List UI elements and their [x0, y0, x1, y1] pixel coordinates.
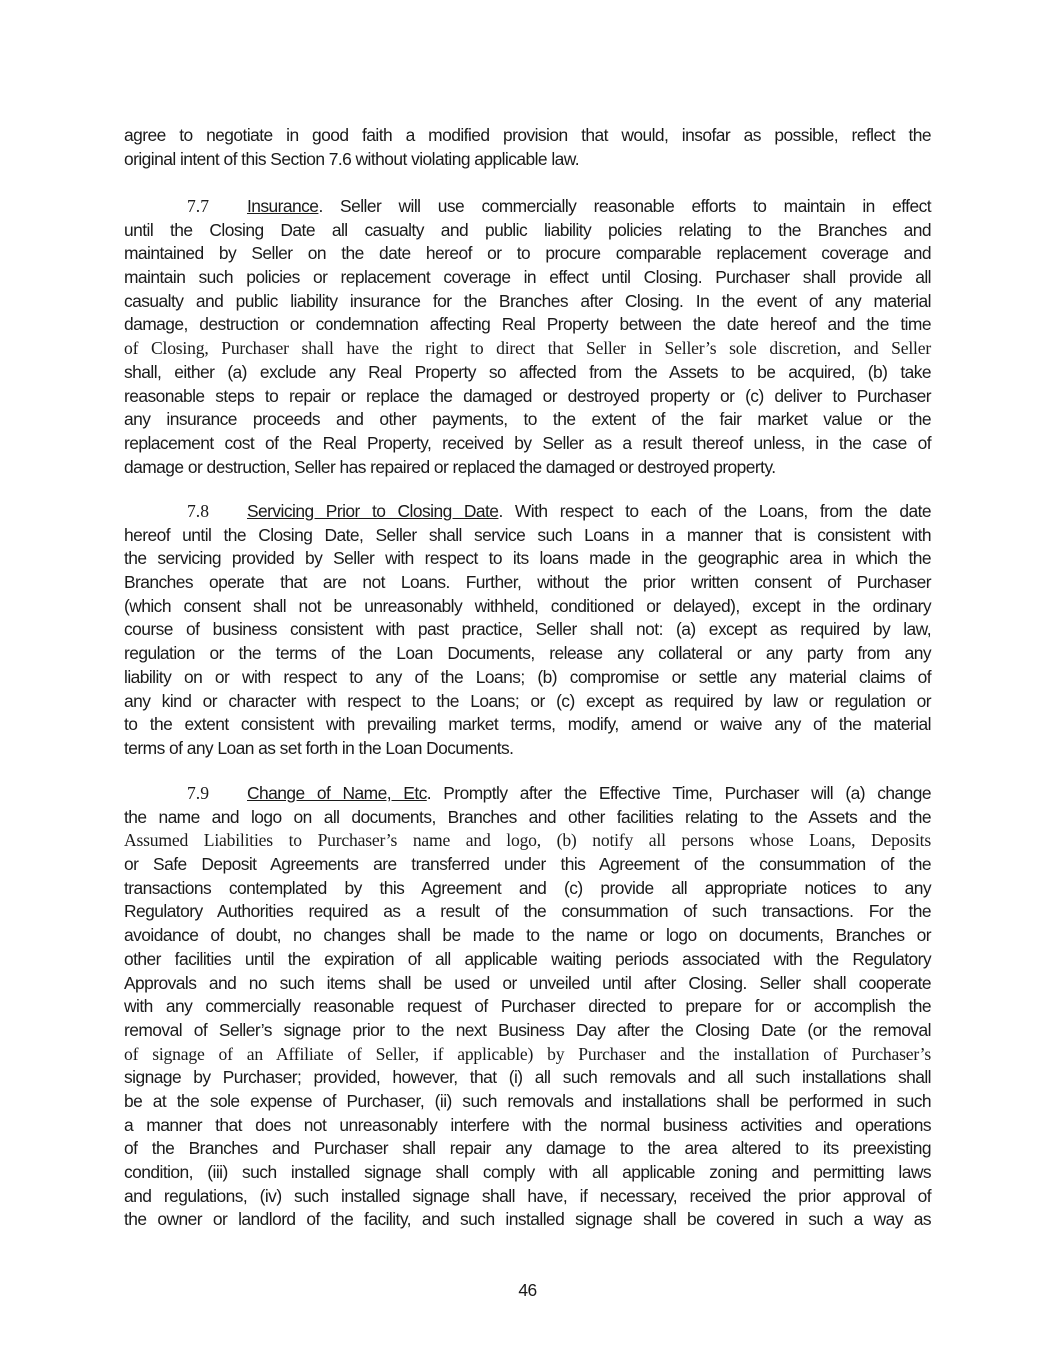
text-line: course of business consistent with past practice, Seller shall not: (a) except as required by law,: [124, 619, 931, 640]
text-line: removal of Seller’s signage prior to the next Business Day after the Closing Date (or the removal: [124, 1019, 931, 1040]
text-line: the name and logo on all documents, Branches and other facilities relating to the Assets and the: [124, 806, 931, 827]
text-line: with any commercially reasonable request of Purchaser directed to prepare for or accomplish the: [124, 996, 931, 1017]
section-number: 7.7: [187, 196, 209, 216]
text-line: (which consent shall not be unreasonably withheld, conditioned or delayed), except in the ordinary: [124, 595, 931, 616]
text-line: damage or destruction, Seller has repaired or replaced the damaged or destroyed property.: [124, 456, 776, 477]
text-line: Assumed Liabilities to Purchaser’s name and logo, (b) notify all persons whose Loans, Deposits: [124, 830, 931, 851]
text-line: casualty and public liability insurance for the Branches after Closing. In the event of any material: [124, 290, 931, 311]
text-fragment: . Seller will use commercially reasonable efforts to maintain in effect: [318, 196, 931, 216]
section-7-9: [124, 782, 931, 1232]
text-line: of Closing, Purchaser shall have the right to direct that Seller in Seller’s sole discretion, and Seller: [124, 338, 931, 359]
text-line: to the extent consistent with prevailing market terms, modify, amend or waive any of the material: [124, 714, 931, 735]
text-line: maintained by Seller on the date hereof or to procure comparable replacement coverage and: [124, 243, 931, 264]
text-line: signage by Purchaser; provided, however, that (i) all such removals and all such installations shall: [124, 1067, 931, 1088]
text-line: of the Branches and Purchaser shall repair any damage to the area altered to its preexisting: [124, 1138, 931, 1159]
text-line: replacement cost of the Real Property, received by Seller as a result thereof unless, in the case of: [124, 432, 931, 453]
section-heading: Insurance: [247, 196, 319, 216]
text-line: any kind or character with respect to the Loans; or (c) except as required by law or regulation or: [124, 690, 931, 711]
continuation-paragraph: [124, 124, 931, 171]
text-line: transactions contemplated by this Agreement and (c) provide all appropriate notices to any: [124, 877, 931, 898]
text-line: of signage of an Affiliate of Seller, if applicable) by Purchaser and the installation of Purchaser’s: [124, 1043, 931, 1064]
text-line: avoidance of doubt, no changes shall be made to the name or logo on documents, Branches or: [124, 925, 931, 946]
text-line: and regulations, (iv) such installed signage shall have, if necessary, received the prior approval of: [124, 1185, 931, 1206]
section-heading: Servicing Prior to Closing Date: [247, 501, 499, 521]
section-number: 7.8: [187, 501, 209, 521]
text-line: terms of any Loan as set forth in the Loan Documents.: [124, 737, 514, 758]
text-line: the owner or landlord of the facility, and such installed signage shall be covered in such a way as: [124, 1209, 931, 1230]
text-line: or Safe Deposit Agreements are transferred under this Agreement of the consummation of the: [124, 854, 931, 875]
text-line: until the Closing Date all casualty and public liability policies relating to the Branches and: [124, 219, 931, 240]
section-heading: Change of Name, Etc: [247, 783, 427, 803]
section-7-8: [124, 500, 931, 761]
section-number: 7.9: [187, 783, 209, 803]
text-fragment: . Promptly after the Effective Time, Purchaser will (a) change: [426, 783, 931, 803]
text-line: damage, destruction or condemnation affecting Real Property between the date hereof and the time: [124, 314, 931, 335]
text-line: liability on or with respect to any of the Loans; (b) compromise or settle any material claims of: [124, 666, 931, 687]
text-line: regulation or the terms of the Loan Documents, release any collateral or any party from any: [124, 643, 931, 664]
page-number: 46: [518, 1280, 537, 1300]
text-line: shall, either (a) exclude any Real Property so affected from the Assets to be acquired, (b) take: [124, 361, 931, 382]
text-line: other facilities until the expiration of all applicable waiting periods associated with the Regulatory: [124, 948, 931, 969]
text-line: condition, (iii) such installed signage shall comply with all applicable zoning and permitting laws: [124, 1162, 931, 1182]
section-first-line: [124, 782, 931, 806]
text-line: Approvals and no such items shall be used or unveiled until after Closing. Seller shall cooperate: [124, 972, 931, 993]
text-line: agree to negotiate in good faith a modified provision that would, insofar as possible, reflect the: [124, 125, 931, 145]
section-first-line: [124, 500, 931, 524]
section-7-7: [124, 195, 931, 479]
text-line: hereof until the Closing Date, Seller shall service such Loans in a manner that is consistent with: [124, 524, 931, 545]
text-fragment: . With respect to each of the Loans, from the date: [498, 501, 931, 521]
text-line: maintain such policies or replacement coverage in effect until Closing. Purchaser shall provide all: [124, 267, 931, 288]
text-line: reasonable steps to repair or replace the damaged or destroyed property or (c) deliver to Purchaser: [124, 385, 931, 406]
text-line: Branches operate that are not Loans. Further, without the prior written consent of Purchaser: [124, 572, 931, 593]
text-line: any insurance proceeds and other payments, to the extent of the fair market value or the: [124, 409, 931, 430]
text-line: original intent of this Section 7.6 without violating applicable law.: [124, 148, 580, 169]
section-first-line: [124, 195, 931, 219]
text-line: be at the sole expense of Purchaser, (ii) such removals and installations shall be performed in such: [124, 1090, 931, 1111]
text-line: a manner that does not unreasonably interfere with the normal business activities and operations: [124, 1114, 931, 1135]
text-line: the servicing provided by Seller with respect to its loans made in the geographic area in which the: [124, 548, 931, 569]
text-line: Regulatory Authorities required as a result of the consummation of such transactions. For the: [124, 901, 931, 922]
